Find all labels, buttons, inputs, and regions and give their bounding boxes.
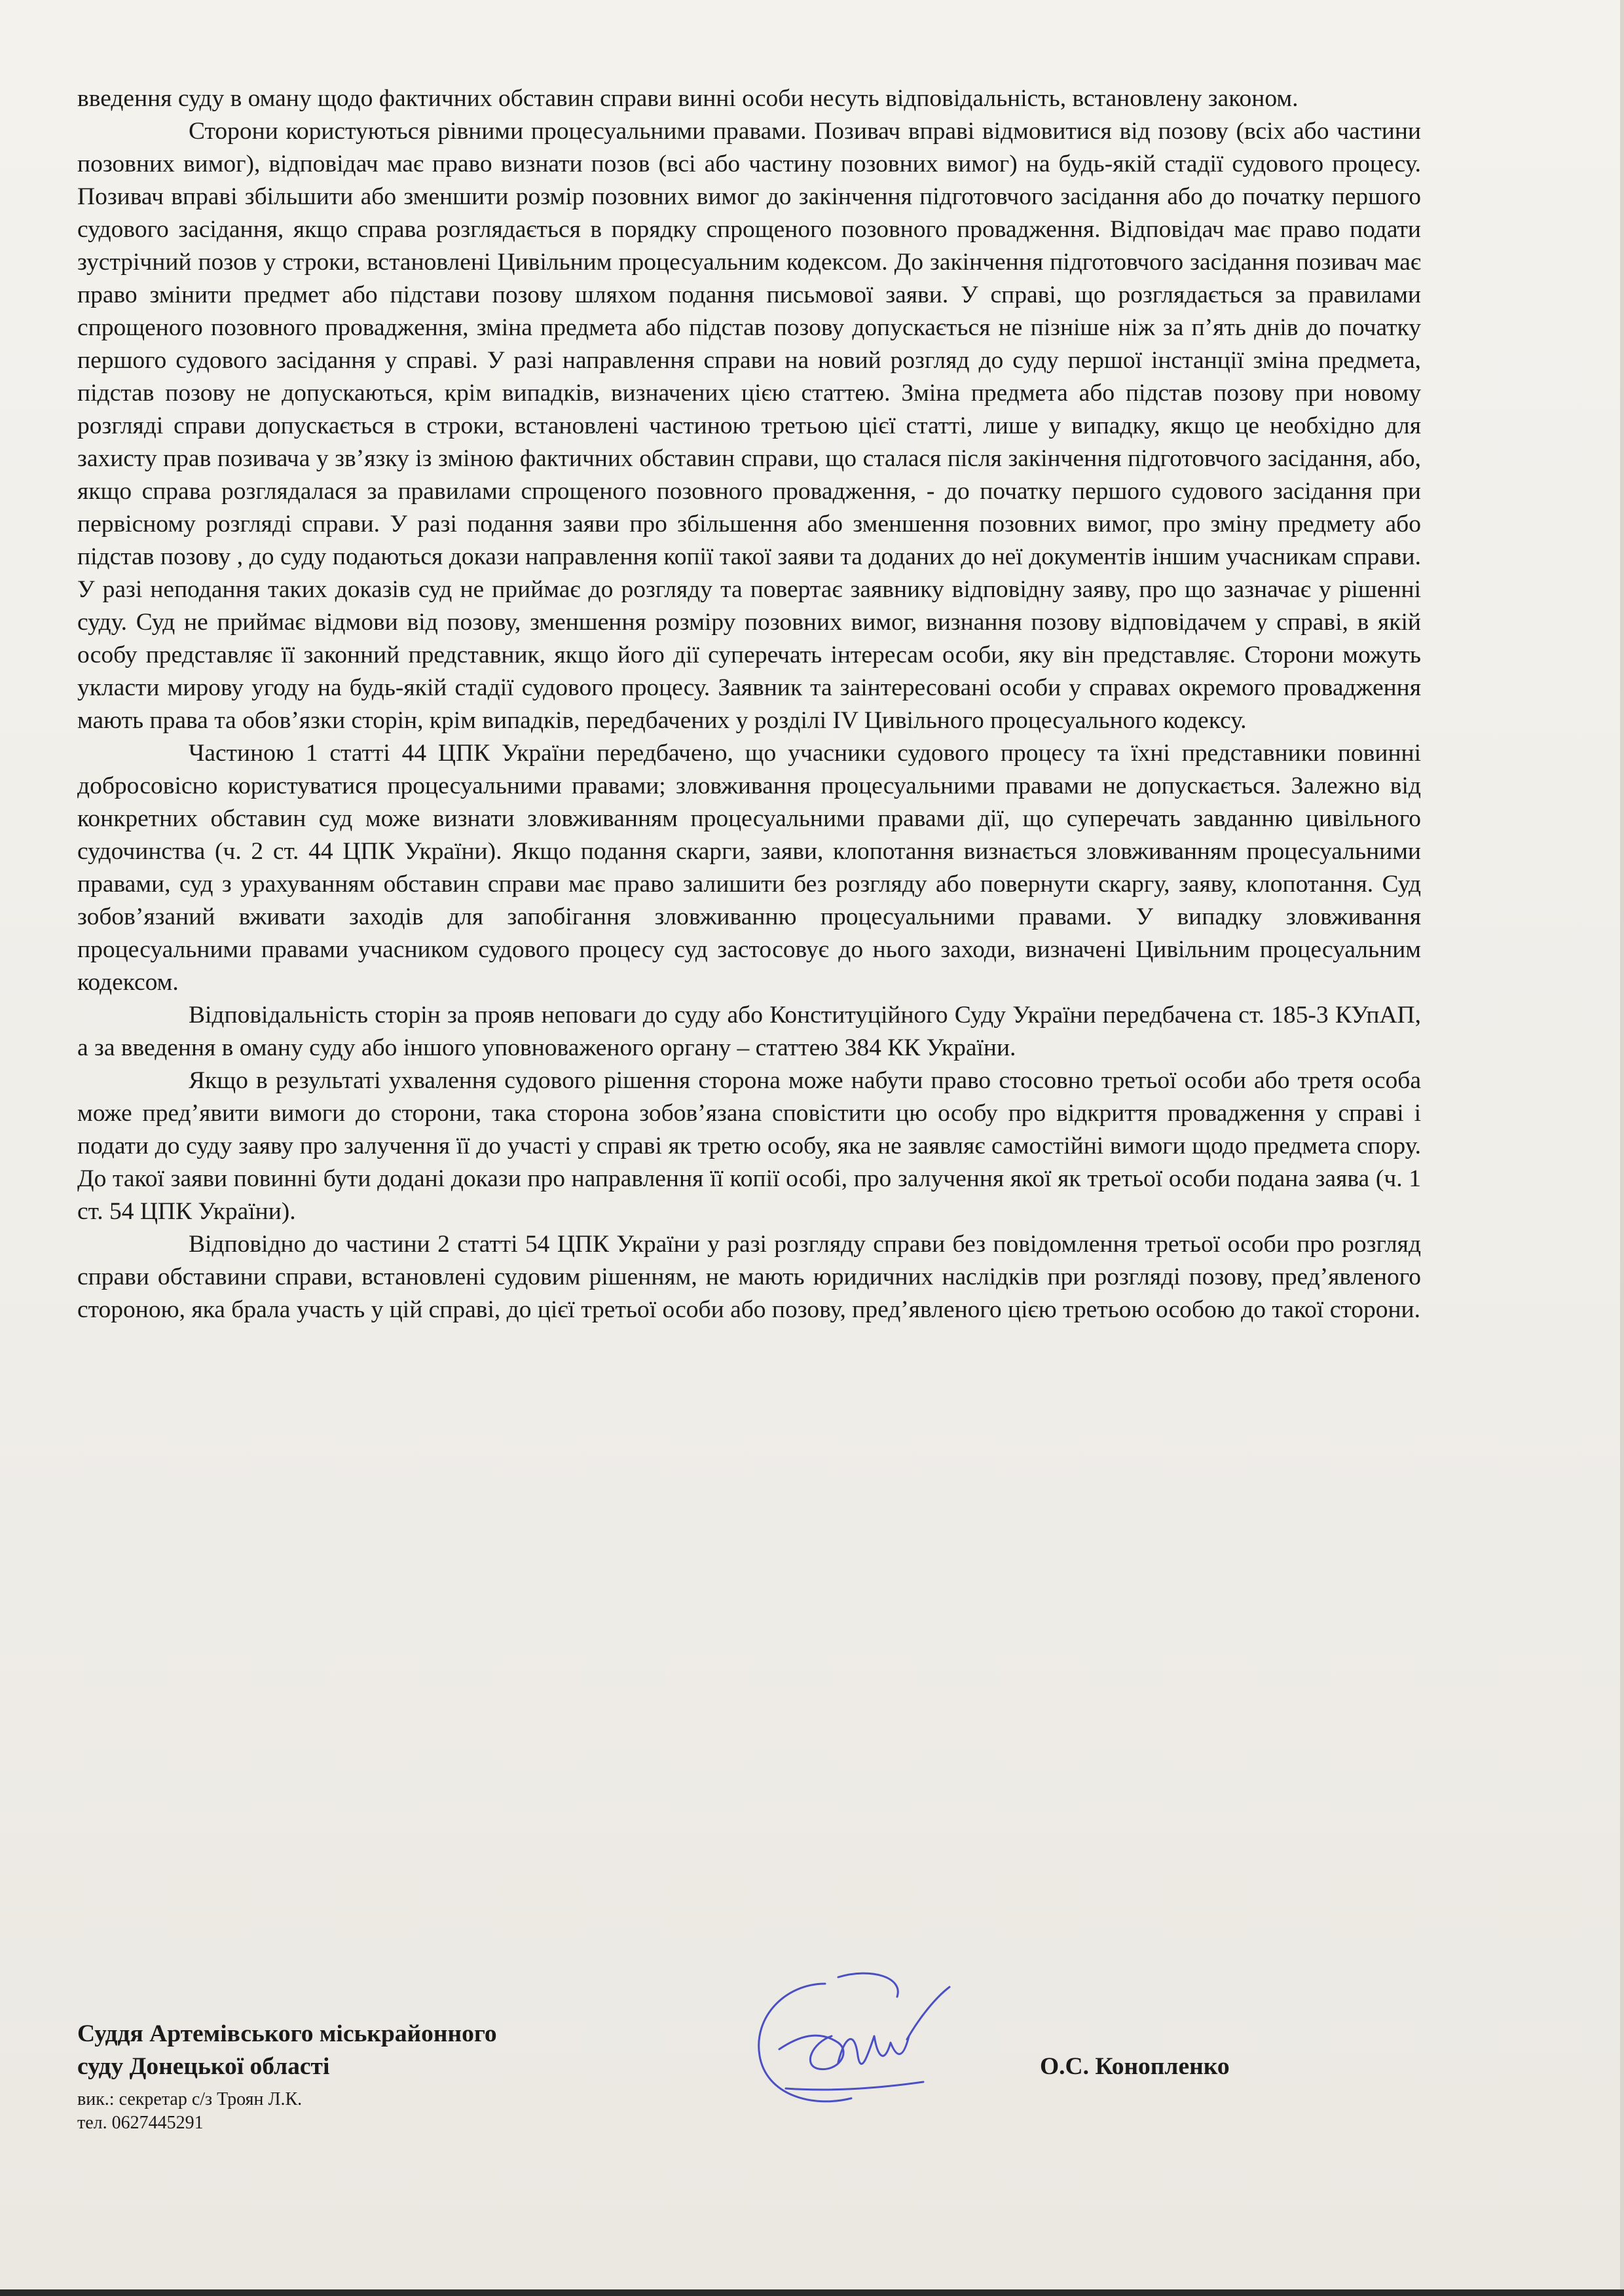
handwritten-signature-icon xyxy=(740,1958,1002,2128)
paragraph-continuation: введення суду в оману щодо фактичних обставин справи винні особи несуть відповідальність, встановлену законом. xyxy=(77,85,1299,112)
paragraph-article-54: Відповідно до частини 2 статті 54 ЦПК України у разі розгляду справи без повідомлення третьої особи про розгляд справи обставини справи, встановлені судовим рішенням, не мають юридичних наслідків при розгляді позову, пред’явленого стороною, яка брала участь у цій справі, до цієї третьої особи або позову, пред’явленого цією третьою особою до такої сторони. xyxy=(77,1231,1421,1323)
judge-title-line1: Суддя Артемівського міськрайонного xyxy=(77,2020,497,2047)
paragraph-article-44: Частиною 1 статті 44 ЦПК України передбачено, що учасники судового процесу та їхні представники повинні добросовісно користуватися процесуальними правами; зловживання процесуальними правами не допускається. Залежно від конкретних обставин суд може визнати зловживанням процесуальними правами дії, що суперечать завданню цивільного судочинства (ч. 2 ст. 44 ЦПК України). Якщо подання скарги, заяви, клопотання визнається зловживанням процесуальними правами, суд з урахуванням обставин справи має право залишити без розгляду або повернути скаргу, заяву, клопотання. Суд зобов’язаний вживати заходів для запобігання зловживанню процесуальними правами. У випадку зловживання процесуальними правами учасником судового процесу суд застосовує до нього заходи, визначені Цивільним процесуальним кодексом. xyxy=(77,740,1421,996)
paragraph-liability: Відповідальність сторін за прояв неповаги до суду або Конституційного Суду України передбачена ст. 185-3 КУпАП, а за введення в оману суду або іншого уповноваженого органу – статтею 384 КК України. xyxy=(77,1002,1421,1061)
judge-name: О.С. Конопленко xyxy=(1040,2053,1230,2080)
paragraph-party-rights: Сторони користуються рівними процесуальними правами. Позивач вправі відмовитися від позову (всіх або частини позовних вимог), відповідач має право визнати позов (всі або частину позовних вимог) на будь-якій стадії судового процесу. Позивач вправі збільшити або зменшити розмір позовних вимог до закінчення підготовчого засідання або до початку першого судового засідання, якщо справа розглядається в порядку спрощеного позовного провадження. Відповідач має право подати зустрічний позов у строки, встановлені Цивільним процесуальним кодексом. До закінчення підготовчого засідання позивач має право змінити предмет або підстави позову шляхом подання письмової заяви. У справі, що розглядається за правилами спрощеного позовного провадження, зміна предмета або підстав позову допускається не пізніше ніж за п’ять днів до початку першого судового засідання у справі. У разі направлення справи на новий розгляд до суду першої інстанції зміна предмета, підстав позову не допускаються, крім випадків, визначених цією статтею. Зміна предмета або підстав позову при новому розгляді справи допускається в строки, встановлені частиною третьою цієї статті, лише у випадку, якщо це необхідно для захисту прав позивача у зв’язку із зміною фактичних обставин справи, що сталася після закінчення підготовчого засідання, або, якщо справа розглядалася за правилами спрощеного позовного провадження, - до початку першого судового засідання при первісному розгляді справи. У разі подання заяви про збільшення або зменшення позовних вимог, про зміну предмету або підстав позову , до суду подаються докази направлення копії такої заяви та доданих до неї документів іншим учасникам справи. У разі неподання таких доказів суд не приймає до розгляду та повертає заявнику відповідну заяву, про що зазначає у рішенні суду. Суд не приймає відмови від позову, зменшення розміру позовних вимог, визнання позову відповідачем у справі, в якій особу представляє її законний представник, якщо його дії суперечать інтересам особи, яку він представляє. Сторони можуть укласти мирову угоду на будь-якій стадії судового процесу. Заявник та заінтересовані особи у справах окремого провадження мають права та обов’язки сторін, крім випадків, передбачених у розділі IV Цивільного процесуального кодексу. xyxy=(77,118,1421,734)
executor-line: вик.: секретар с/з Троян Л.К. xyxy=(77,2089,303,2109)
document-body xyxy=(77,82,1421,1326)
scan-edge-right xyxy=(1620,0,1624,2296)
judge-title-line2: суду Донецької області xyxy=(77,2053,330,2080)
scan-edge-bottom xyxy=(0,2289,1624,2296)
phone-line: тел. 0627445291 xyxy=(77,2113,204,2133)
paragraph-third-party: Якщо в результаті ухвалення судового рішення сторона може набути право стосовно третьої особи або третя особа може пред’явити вимоги до сторони, така сторона зобов’язана сповістити цю особу про відкриття провадження у справі і подати до суду заяву про залучення її до участі у справі як третю особу, яка не заявляє самостійні вимоги щодо предмета спору. До такої заяви повинні бути додані докази про направлення її копії особі, про залучення якої як третьої особи подана заява (ч. 1 ст. 54 ЦПК України). xyxy=(77,1067,1421,1225)
